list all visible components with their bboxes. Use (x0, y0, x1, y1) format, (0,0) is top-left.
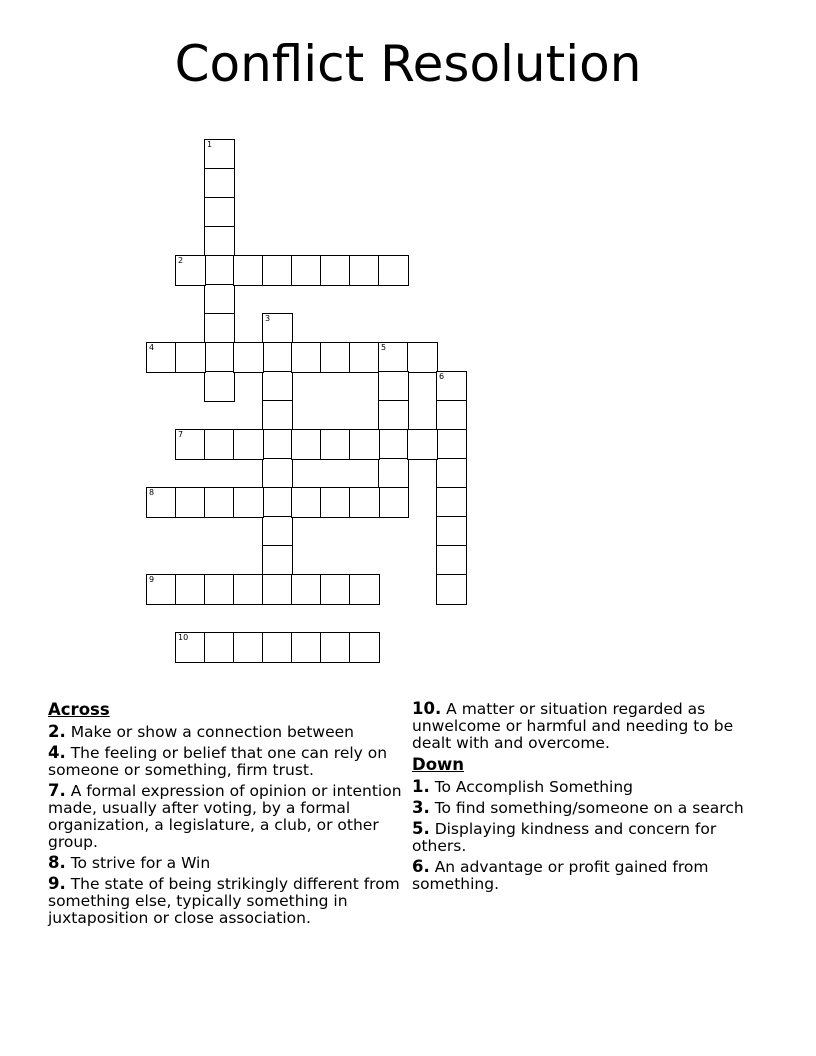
grid-cell[interactable] (262, 313, 293, 344)
grid-cell[interactable] (378, 429, 409, 460)
grid-cell[interactable] (320, 487, 351, 518)
clue-across-9 (48, 875, 408, 927)
puzzle-title: Conflict Resolution (174, 35, 642, 93)
clue-text: The feeling or belief that one can rely on someone or something, firm trust. (48, 744, 388, 779)
clue-text: The state of being strikingly different from something else, typically something in juxtaposition or close association. (48, 875, 400, 927)
clue-text: To strive for a Win (70, 854, 211, 872)
clue-number: 5. (412, 819, 430, 838)
grid-cell[interactable] (407, 429, 438, 460)
grid-cell[interactable] (204, 313, 235, 344)
grid-cell[interactable] (233, 342, 264, 373)
grid-cell[interactable] (349, 574, 380, 605)
grid-cell[interactable] (233, 255, 264, 286)
clue-across-7 (48, 782, 408, 851)
grid-cell[interactable] (175, 574, 206, 605)
grid-cell[interactable] (204, 168, 235, 199)
clue-across-8 (48, 854, 408, 872)
clue-text: A matter or situation regarded as unwelcome or harmful and needing to be dealt with and overcome. (412, 700, 734, 752)
grid-cell[interactable] (436, 516, 467, 547)
cell-number: 2 (178, 256, 184, 265)
grid-cell[interactable] (378, 487, 409, 518)
grid-cell[interactable] (175, 255, 206, 286)
grid-cell[interactable] (407, 342, 438, 373)
clue-number: 2. (48, 722, 66, 741)
grid-cell[interactable] (204, 371, 235, 402)
grid-cell[interactable] (378, 255, 409, 286)
clue-down-3 (412, 799, 772, 817)
grid-cell[interactable] (378, 458, 409, 489)
cell-number: 4 (149, 343, 155, 352)
cell-number: 5 (381, 343, 387, 352)
clue-across-4 (48, 744, 408, 779)
grid-cell[interactable] (204, 226, 235, 257)
grid-cell[interactable] (262, 255, 293, 286)
grid-cell[interactable] (320, 255, 351, 286)
grid-cell[interactable] (378, 400, 409, 431)
clue-text: A formal expression of opinion or intention made, usually after voting, by a formal organization, a legislature, a club, or other group. (48, 782, 402, 851)
grid-cell[interactable] (233, 429, 264, 460)
grid-cell[interactable] (436, 458, 467, 489)
grid-cell[interactable] (262, 487, 293, 518)
grid-cell[interactable] (320, 429, 351, 460)
cell-number: 8 (149, 488, 155, 497)
grid-cell[interactable] (233, 632, 264, 663)
clue-down-1 (412, 778, 772, 796)
grid-cell[interactable] (204, 139, 235, 170)
grid-cell[interactable] (349, 429, 380, 460)
grid-cell[interactable] (291, 487, 322, 518)
grid-cell[interactable] (349, 342, 380, 373)
cell-number: 10 (178, 633, 189, 642)
clue-text: An advantage or profit gained from something. (412, 858, 709, 893)
grid-cell[interactable] (204, 284, 235, 315)
grid-cell[interactable] (320, 574, 351, 605)
cell-number: 9 (149, 575, 155, 584)
grid-cell[interactable] (262, 458, 293, 489)
grid-cell[interactable] (436, 400, 467, 431)
clue-across-10 (412, 700, 772, 752)
grid-cell[interactable] (262, 632, 293, 663)
grid-cell[interactable] (436, 574, 467, 605)
cell-number: 1 (207, 140, 213, 149)
grid-cell[interactable] (204, 255, 235, 286)
grid-cell[interactable] (349, 487, 380, 518)
grid-cell[interactable] (349, 632, 380, 663)
grid-cell[interactable] (436, 545, 467, 576)
clue-down-6 (412, 858, 772, 893)
grid-cell[interactable] (175, 487, 206, 518)
grid-cell[interactable] (146, 574, 177, 605)
grid-cell[interactable] (233, 487, 264, 518)
grid-cell[interactable] (204, 487, 235, 518)
grid-cell[interactable] (436, 487, 467, 518)
clues-right-column (412, 700, 772, 893)
down-heading: Down (412, 755, 465, 774)
clue-number: 8. (48, 853, 66, 872)
grid-cell[interactable] (262, 429, 293, 460)
grid-cell[interactable] (175, 632, 206, 663)
grid-cell[interactable] (436, 429, 467, 460)
grid-cell[interactable] (262, 545, 293, 576)
grid-cell[interactable] (262, 342, 293, 373)
grid-cell[interactable] (378, 342, 409, 373)
cell-number: 3 (265, 314, 271, 323)
grid-cell[interactable] (204, 429, 235, 460)
grid-cell[interactable] (175, 429, 206, 460)
clue-number: 4. (48, 743, 66, 762)
clue-number: 1. (412, 777, 430, 796)
cell-number: 6 (439, 372, 445, 381)
clue-down-5 (412, 820, 772, 855)
grid-cell[interactable] (204, 574, 235, 605)
grid-cell[interactable] (204, 342, 235, 373)
grid-cell[interactable] (378, 371, 409, 402)
grid-cell[interactable] (204, 632, 235, 663)
across-heading: Across (48, 700, 110, 719)
clue-text: Make or show a connection between (70, 723, 354, 741)
grid-cell[interactable] (262, 574, 293, 605)
grid-cell[interactable] (146, 487, 177, 518)
clue-number: 10. (412, 699, 442, 718)
grid-cell[interactable] (146, 342, 177, 373)
grid-cell[interactable] (262, 400, 293, 431)
grid-cell[interactable] (320, 632, 351, 663)
clue-text: To Accomplish Something (434, 778, 633, 796)
grid-cell[interactable] (349, 255, 380, 286)
grid-cell[interactable] (262, 516, 293, 547)
clue-text: To find something/someone on a search (434, 799, 744, 817)
cell-number: 7 (178, 430, 184, 439)
clue-number: 7. (48, 781, 66, 800)
clue-number: 9. (48, 874, 66, 893)
clue-across-2 (48, 723, 408, 741)
clue-text: Displaying kindness and concern for others. (412, 820, 717, 855)
grid-cell[interactable] (291, 342, 322, 373)
grid-cell[interactable] (320, 342, 351, 373)
clue-number: 3. (412, 798, 430, 817)
grid-cell[interactable] (291, 632, 322, 663)
grid-cell[interactable] (291, 255, 322, 286)
clue-number: 6. (412, 857, 430, 876)
grid-cell[interactable] (233, 574, 264, 605)
clues-left-column (48, 700, 408, 927)
grid-cell[interactable] (436, 371, 467, 402)
grid-cell[interactable] (291, 574, 322, 605)
grid-cell[interactable] (262, 371, 293, 402)
grid-cell[interactable] (204, 197, 235, 228)
grid-cell[interactable] (291, 429, 322, 460)
grid-cell[interactable] (175, 342, 206, 373)
